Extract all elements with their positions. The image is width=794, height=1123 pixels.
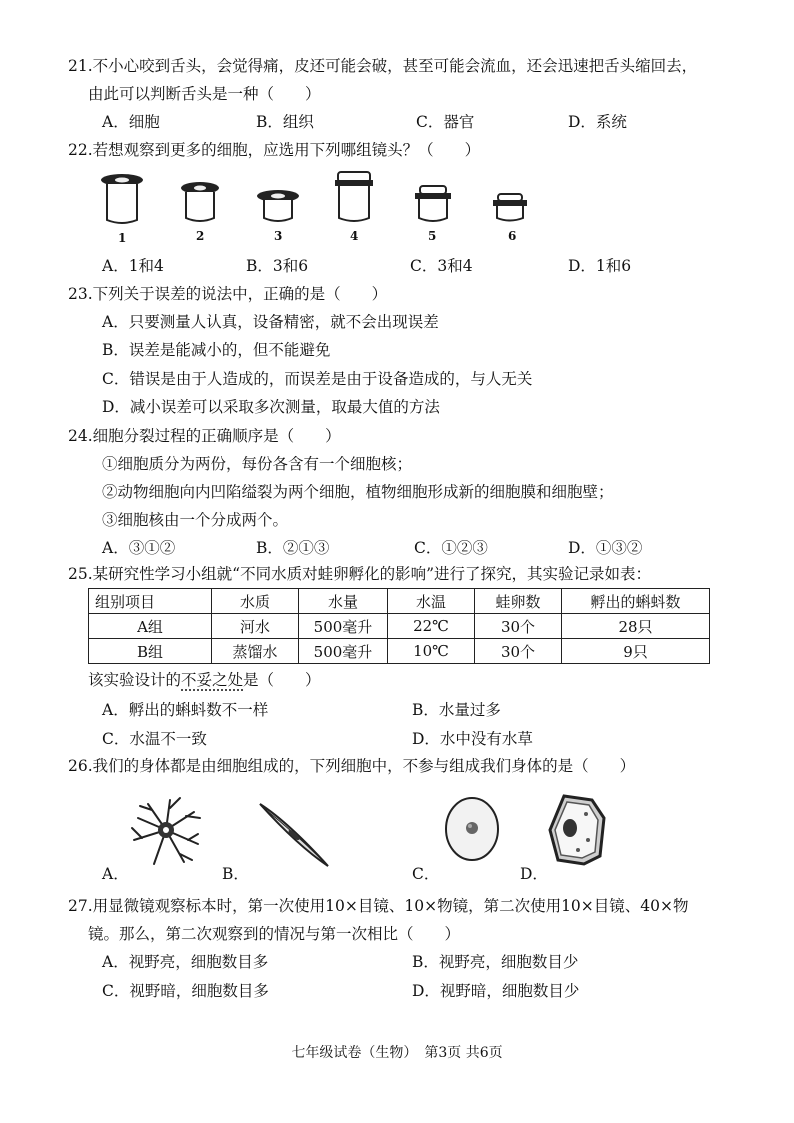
table-header-cell: 蛙卵数 xyxy=(475,589,562,614)
q25-question-suffix: 是（ ） xyxy=(243,671,321,689)
table-cell: 500毫升 xyxy=(299,614,388,639)
q25-option-b: B．水量过多 xyxy=(412,701,501,719)
q21-option-b: B．组织 xyxy=(256,113,314,131)
lens-4-objective-icon xyxy=(332,170,376,226)
table-header-cell: 水质 xyxy=(212,589,299,614)
q27-option-a: A．视野亮，细胞数目多 xyxy=(102,953,269,971)
table-row xyxy=(89,639,710,664)
table-cell: 蒸馏水 xyxy=(212,639,299,664)
q27-option-c: C．视野暗，细胞数目多 xyxy=(102,982,269,1000)
table-header-cell: 水量 xyxy=(299,589,388,614)
q27-option-d: D．视野暗，细胞数目少 xyxy=(412,982,580,1000)
q23-stem: 23.下列关于误差的说法中，正确的是（ ） xyxy=(68,285,388,303)
q21-stem-line1: 21.不小心咬到舌头，会觉得痛，皮还可能会破，甚至可能会流血，还会迅速把舌头缩回去， xyxy=(68,57,698,75)
table-cell: 9只 xyxy=(562,639,710,664)
lens-1-eyepiece-icon xyxy=(100,172,144,228)
q23-option-d: D．减小误差可以采取多次测量，取最大值的方法 xyxy=(102,398,440,416)
smooth-muscle-cell-icon xyxy=(258,802,330,868)
round-cell-icon xyxy=(444,796,500,862)
table-cell: 22℃ xyxy=(388,614,475,639)
q25-emphasis-text xyxy=(181,671,243,689)
q22-option-b: B．3和6 xyxy=(246,257,309,275)
q25-option-c: C．水温不一致 xyxy=(102,730,207,748)
lens-label-1: 1 xyxy=(118,231,127,245)
q24-option-d: D．①③② xyxy=(568,539,643,557)
lens-3-eyepiece-icon xyxy=(256,188,300,226)
lens-2-eyepiece-icon xyxy=(180,180,220,226)
q22-option-d: D．1和6 xyxy=(568,257,632,275)
q24-option-c: C．①②③ xyxy=(414,539,488,557)
table-cell: 10℃ xyxy=(388,639,475,664)
table-cell: 500毫升 xyxy=(299,639,388,664)
q26-option-d: D． xyxy=(520,865,548,883)
q22-option-a: A．1和4 xyxy=(102,257,164,275)
table-cell: 30个 xyxy=(475,639,562,664)
table-cell: A组 xyxy=(89,614,212,639)
table-header-row xyxy=(89,589,710,614)
page-footer: 七年级试卷（生物） 第3页 共6页 xyxy=(291,1045,503,1061)
q27-stem-line2: 镜。那么，第二次观察到的情况与第一次相比（ ） xyxy=(88,925,461,943)
q23-option-a: A．只要测量人认真，设备精密，就不会出现误差 xyxy=(102,313,439,331)
q27-stem-line1: 27.用显微镜观察标本时，第一次使用10×目镜、10×物镜，第二次使用10×目镜、40×物 xyxy=(68,897,689,915)
q25-option-d: D．水中没有水草 xyxy=(412,730,533,748)
lens-label-5: 5 xyxy=(428,229,437,243)
table-cell: 河水 xyxy=(212,614,299,639)
q21-option-c: C．器官 xyxy=(416,113,475,131)
q25-question xyxy=(88,670,321,690)
table-header-cell: 孵出的蝌蚪数 xyxy=(562,589,710,614)
q22-stem: 22.若想观察到更多的细胞，应选用下列哪组镜头？（ ） xyxy=(68,141,481,159)
q26-option-a: A． xyxy=(102,865,129,883)
q25-record-table xyxy=(88,588,710,664)
lens-6-objective-icon xyxy=(490,192,530,226)
lens-5-objective-icon xyxy=(412,184,454,226)
q25-stem: 25.某研究性学习小组就“不同水质对蛙卵孵化的影响”进行了探究，其实验记录如表： xyxy=(68,565,652,583)
q25-option-a: A．孵出的蝌蚪数不一样 xyxy=(102,701,269,719)
table-header-cell: 水温 xyxy=(388,589,475,614)
q26-stem: 26.我们的身体都是由细胞组成的，下列细胞中，不参与组成我们身体的是（ ） xyxy=(68,757,636,775)
table-header-cell: 组别项目 xyxy=(89,589,212,614)
table-cell: 28只 xyxy=(562,614,710,639)
q21-option-d: D．系统 xyxy=(568,113,627,131)
q27-option-b: B．视野亮，细胞数目少 xyxy=(412,953,579,971)
q24-option-a: A．③①② xyxy=(102,539,176,557)
q22-option-c: C．3和4 xyxy=(410,257,473,275)
q24-option-b: B．②①③ xyxy=(256,539,330,557)
lens-label-3: 3 xyxy=(274,229,283,243)
lens-label-2: 2 xyxy=(196,229,205,243)
q24-step-1: ①细胞质分为两份，每份各含有一个细胞核； xyxy=(102,455,413,473)
lens-label-4: 4 xyxy=(350,229,359,243)
q23-option-b: B．误差是能减小的，但不能避免 xyxy=(102,341,331,359)
q24-step-2: ②动物细胞向内凹陷缢裂为两个细胞，植物细胞形成新的细胞膜和细胞壁； xyxy=(102,483,614,501)
q24-stem: 24.细胞分裂过程的正确顺序是（ ） xyxy=(68,427,341,445)
q21-option-a: A．细胞 xyxy=(102,113,160,131)
q21-stem-line2: 由此可以判断舌头是一种（ ） xyxy=(88,85,321,103)
q25-question-prefix: 该实验设计的 xyxy=(88,671,182,689)
q26-option-c: C． xyxy=(412,865,440,883)
q23-option-c: C．错误是由于人造成的，而误差是由于设备造成的，与人无关 xyxy=(102,370,533,388)
q24-step-3: ③细胞核由一个分成两个。 xyxy=(102,511,289,529)
lens-label-6: 6 xyxy=(508,229,517,243)
q25-emphasis-label: 不妥之处 xyxy=(181,671,244,689)
table-row xyxy=(89,614,710,639)
neuron-cell-icon xyxy=(128,796,206,866)
plant-cell-icon xyxy=(548,794,606,866)
table-cell: B组 xyxy=(89,639,212,664)
q26-option-b: B． xyxy=(222,865,249,883)
table-cell: 30个 xyxy=(475,614,562,639)
